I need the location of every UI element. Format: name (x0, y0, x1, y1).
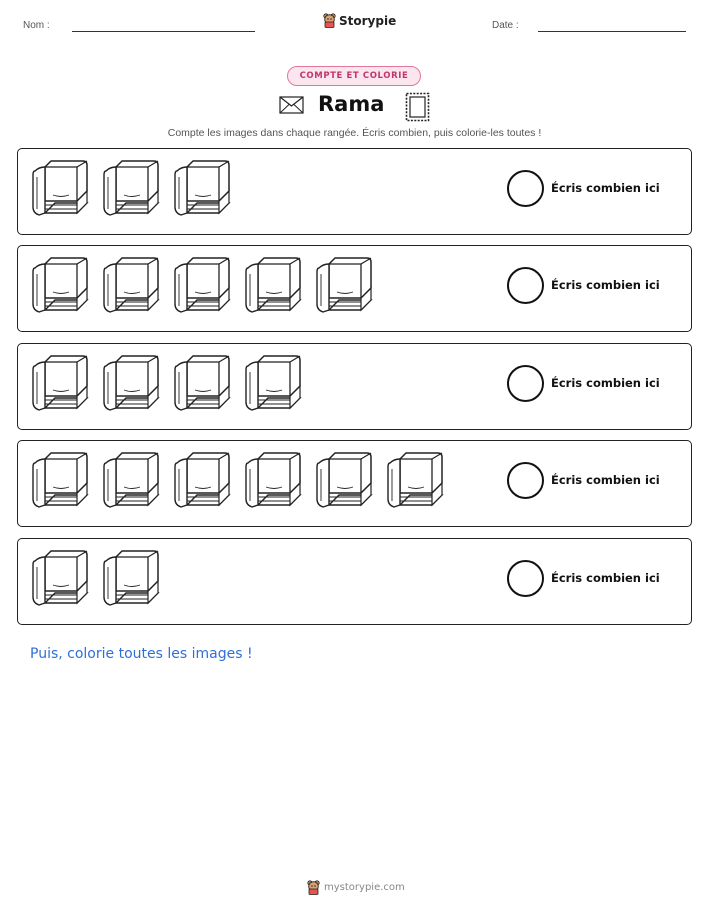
page-title: Rama (318, 92, 385, 116)
answer-prompt: Écris combien ici (551, 571, 660, 585)
date-line[interactable] (538, 31, 686, 32)
book-icon[interactable] (101, 451, 163, 511)
answer-circle[interactable] (507, 170, 544, 207)
book-icon[interactable] (30, 549, 92, 609)
date-label: Date : (492, 20, 519, 31)
name-label: Nom : (23, 20, 50, 31)
activity-badge: COMPTE ET COLORIE (287, 66, 421, 86)
answer-circle[interactable] (507, 560, 544, 597)
book-icon[interactable] (30, 256, 92, 316)
book-icon[interactable] (243, 451, 305, 511)
site-footer (307, 880, 405, 895)
answer-prompt: Écris combien ici (551, 376, 660, 390)
count-row (17, 440, 692, 527)
name-line[interactable] (72, 31, 255, 32)
book-icon[interactable] (30, 159, 92, 219)
book-icon[interactable] (101, 549, 163, 609)
book-icon[interactable] (30, 354, 92, 414)
count-row (17, 343, 692, 430)
book-icon[interactable] (172, 256, 234, 316)
count-row (17, 148, 692, 235)
book-icon[interactable] (101, 354, 163, 414)
bear-icon (323, 13, 336, 28)
stamp-icon (405, 92, 430, 122)
book-icon[interactable] (314, 451, 376, 511)
site-url: mystorypie.com (324, 882, 405, 893)
bear-icon (307, 880, 320, 895)
answer-prompt: Écris combien ici (551, 473, 660, 487)
book-icon[interactable] (385, 451, 447, 511)
book-icon[interactable] (243, 354, 305, 414)
count-row (17, 245, 692, 332)
book-icon[interactable] (314, 256, 376, 316)
book-icon[interactable] (101, 256, 163, 316)
book-icon[interactable] (172, 451, 234, 511)
outro-text: Puis, colorie toutes les images ! (30, 646, 253, 662)
instructions: Compte les images dans chaque rangée. Écris combien, puis colorie-les toutes ! (167, 127, 542, 139)
answer-circle[interactable] (507, 267, 544, 304)
envelope-icon (279, 96, 304, 114)
answer-prompt: Écris combien ici (551, 181, 660, 195)
answer-prompt: Écris combien ici (551, 278, 660, 292)
title-row (0, 90, 709, 124)
book-icon[interactable] (172, 159, 234, 219)
brand-name: Storypie (339, 13, 397, 28)
book-icon[interactable] (30, 451, 92, 511)
book-icon[interactable] (101, 159, 163, 219)
brand-logo (323, 13, 396, 28)
book-icon[interactable] (243, 256, 305, 316)
count-row (17, 538, 692, 625)
book-icon[interactable] (172, 354, 234, 414)
answer-circle[interactable] (507, 365, 544, 402)
answer-circle[interactable] (507, 462, 544, 499)
